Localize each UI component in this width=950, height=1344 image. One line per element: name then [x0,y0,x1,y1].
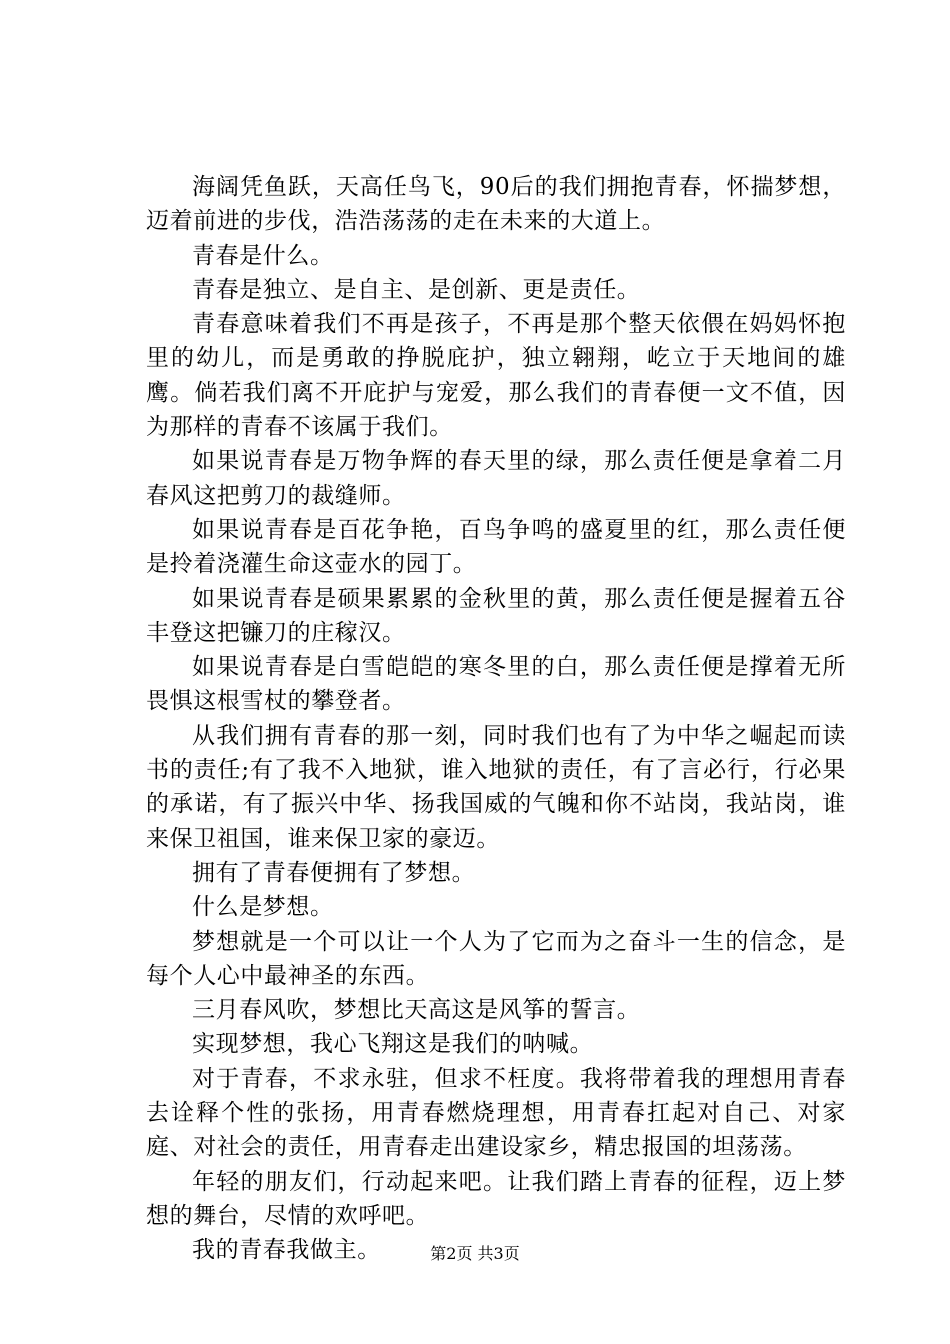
paragraph: 梦想就是一个可以让一个人为了它而为之奋斗一生的信念，是每个人心中最神圣的东西。 [146,928,846,989]
paragraph: 如果说青春是万物争辉的春天里的绿，那么责任便是拿着二月春风这把剪刀的裁缝师。 [146,448,846,509]
paragraph: 实现梦想，我心飞翔这是我们的呐喊。 [192,1031,594,1058]
paragraph: 从我们拥有青春的那一刻，同时我们也有了为中华之崛起而读书的责任;有了我不入地狱，谁入地狱的责任，有了言必行，行必果的承诺，有了振兴中华、扬我国威的气魄和你不站岗，我站岗，谁来保卫祖国，谁来保卫家的豪迈。 [146,722,846,852]
paragraph: 如果说青春是硕果累累的金秋里的黄，那么责任便是握着五谷丰登这把镰刀的庄稼汉。 [146,585,846,646]
paragraph: 海阔凭鱼跃，天高任鸟飞，90后的我们拥抱青春，怀揣梦想，迈着前进的步伐，浩浩荡荡的走在未来的大道上。 [146,174,846,235]
paragraph: 青春意味着我们不再是孩子，不再是那个整天依偎在妈妈怀抱里的幼儿，而是勇敢的挣脱庇护，独立翱翔，屹立于天地间的雄鹰。倘若我们离不开庇护与宠爱，那么我们的青春便一文不值，因为那样的青春不该属于我们。 [146,311,846,441]
paragraph: 拥有了青春便拥有了梦想。 [192,859,476,886]
page-number-footer: 第2页 共3页 [430,1244,520,1263]
paragraph: 年轻的朋友们，行动起来吧。让我们踏上青春的征程，迈上梦想的舞台，尽情的欢呼吧。 [146,1168,846,1229]
paragraph: 我的青春我做主。 [192,1237,381,1264]
paragraph: 三月春风吹，梦想比天高这是风筝的誓言。 [192,997,641,1024]
paragraph: 如果说青春是百花争艳，百鸟争鸣的盛夏里的红，那么责任便是拎着浇灌生命这壶水的园丁。 [146,516,846,578]
paragraph: 如果说青春是白雪皑皑的寒冬里的白，那么责任便是撑着无所畏惧这根雪杖的攀登者。 [146,654,846,715]
paragraph: 青春是独立、是自主、是创新、更是责任。 [192,276,641,303]
paragraph: 青春是什么。 [192,242,334,269]
paragraph: 对于青春，不求永驻，但求不枉度。我将带着我的理想用青春去诠释个性的张扬，用青春燃烧理想，用青春扛起对自己、对家庭、对社会的责任，用青春走出建设家乡，精忠报国的坦荡荡。 [146,1065,846,1161]
document-body [146,170,846,1268]
paragraph: 什么是梦想。 [192,894,334,921]
